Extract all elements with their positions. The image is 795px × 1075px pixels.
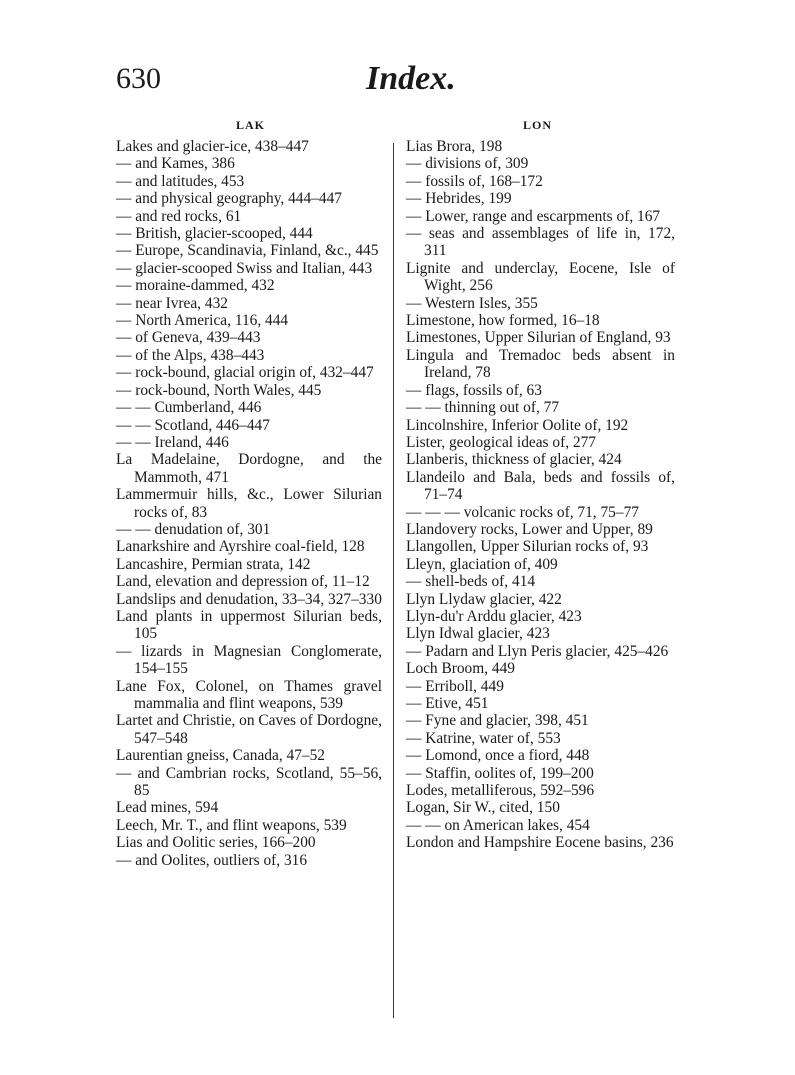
index-entry: Lincolnshire, Inferior Oolite of, 192 <box>406 416 629 434</box>
index-entry: Llyn Llydaw glacier, 422 <box>406 590 562 608</box>
index-entry: — — Ireland, 446 <box>116 433 229 451</box>
index-entry: — and physical geography, 444–447 <box>116 190 342 208</box>
index-entry: Logan, Sir W., cited, 150 <box>406 799 560 817</box>
index-entry: Llyn Idwal glacier, 423 <box>406 625 550 643</box>
left-index-column <box>116 138 382 869</box>
index-entry: Lancashire, Permian strata, 142 <box>116 555 311 573</box>
index-entry: — Etive, 451 <box>406 695 489 712</box>
index-entry: — Lower, range and escarpments of, 167 <box>406 207 661 225</box>
index-entry: Landslips and denudation, 33–34, 327–330 <box>116 590 382 608</box>
index-entry: — divisions of, 309 <box>406 155 529 173</box>
index-entry: — Fyne and glacier, 398, 451 <box>406 712 589 730</box>
index-entry: — British, glacier-scooped, 444 <box>116 225 313 243</box>
index-entry: Lammermuir hills, &c., Lower Silurian rocks of, 83 <box>116 486 382 521</box>
index-entry: London and Hampshire Eocene basins, 236 <box>406 834 674 852</box>
page-number: 630 <box>116 62 161 95</box>
index-entry: — moraine-dammed, 432 <box>116 277 275 295</box>
page-title: Index. <box>366 60 456 97</box>
index-entry: Lartet and Christie, on Caves of Dordogne, 547–548 <box>116 712 382 747</box>
index-entry: — rock-bound, glacial origin of, 432–447 <box>116 364 374 382</box>
index-entry: — Europe, Scandinavia, Finland, &c., 445 <box>116 242 379 260</box>
index-entry: — Lomond, once a fiord, 448 <box>406 747 590 765</box>
index-entry: Lane Fox, Colonel, on Thames gravel mammalia and flint weapons, 539 <box>116 677 382 712</box>
index-entry: — and Cambrian rocks, Scotland, 55–56, 85 <box>116 764 382 800</box>
index-entry: Lingula and Tremadoc beds absent in Ireland, 78 <box>406 346 675 382</box>
index-entry: Limestones, Upper Silurian of England, 93 <box>406 329 671 347</box>
index-entry: Land, elevation and depression of, 11–12 <box>116 573 370 591</box>
index-entry: — and Kames, 386 <box>116 155 235 173</box>
index-entry: Lias and Oolitic series, 166–200 <box>116 834 316 852</box>
index-entry: — of the Alps, 438–443 <box>116 346 265 364</box>
index-entry: — Katrine, water of, 553 <box>406 729 561 747</box>
index-entry: Llandeilo and Bala, beds and fossils of, 71–74 <box>406 468 675 504</box>
index-entry: — Erriboll, 449 <box>406 677 504 695</box>
index-entry: — rock-bound, North Wales, 445 <box>116 381 322 399</box>
index-entry: Loch Broom, 449 <box>406 660 516 678</box>
index-entry: Leech, Mr. T., and flint weapons, 539 <box>116 816 347 834</box>
index-entry: — — thinning out of, 77 <box>406 399 560 417</box>
index-entry: Lead mines, 594 <box>116 799 219 817</box>
index-entry: — and latitudes, 453 <box>116 172 245 190</box>
index-entry: — — Scotland, 446–447 <box>116 416 270 434</box>
index-entry: Llyn-du'r Arddu glacier, 423 <box>406 607 582 625</box>
index-entry: — near Ivrea, 432 <box>116 294 228 312</box>
index-entry: Lakes and glacier-ice, 438–447 <box>116 138 309 155</box>
index-entry: Lias Brora, 198 <box>406 138 503 155</box>
index-entry: La Madelaine, Dordogne, and the Mammoth, 471 <box>116 451 382 486</box>
right-column-heading: LON <box>523 118 553 132</box>
index-entry: — glacier-scooped Swiss and Italian, 443 <box>116 259 373 277</box>
left-column-heading: LAK <box>236 118 266 132</box>
index-entry: Llanberis, thickness of glacier, 424 <box>406 451 622 469</box>
index-entry: Llandovery rocks, Lower and Upper, 89 <box>406 520 653 538</box>
column-divider <box>393 143 394 1018</box>
index-entry: Lodes, metalliferous, 592–596 <box>406 782 595 800</box>
index-entry: — seas and assemblages of life in, 172, 311 <box>406 225 675 260</box>
index-entry: — shell-beds of, 414 <box>406 573 536 591</box>
index-entry: Limestone, how formed, 16–18 <box>406 312 600 330</box>
index-entry: Lignite and underclay, Eocene, Isle of Wight, 256 <box>406 259 675 295</box>
index-entry: Laurentian gneiss, Canada, 47–52 <box>116 747 325 765</box>
index-entry: — — Cumberland, 446 <box>116 399 262 417</box>
index-entry: — flags, fossils of, 63 <box>406 381 542 399</box>
index-entry: — Padarn and Llyn Peris glacier, 425–426 <box>406 642 669 660</box>
index-entry: Lleyn, glaciation of, 409 <box>406 555 558 573</box>
index-entry: — — — volcanic rocks of, 71, 75–77 <box>406 503 639 521</box>
index-entry: Land plants in uppermost Silurian beds, 105 <box>116 607 382 643</box>
index-entry: — Staffin, oolites of, 199–200 <box>406 764 594 782</box>
index-entry: Lister, geological ideas of, 277 <box>406 433 597 451</box>
index-entry: — of Geneva, 439–443 <box>116 329 261 347</box>
index-entry: Lanarkshire and Ayrshire coal-field, 128 <box>116 538 365 556</box>
index-entry: — — denudation of, 301 <box>116 520 271 538</box>
index-entry: Llangollen, Upper Silurian rocks of, 93 <box>406 538 649 556</box>
index-entry: — Hebrides, 199 <box>406 190 512 208</box>
index-entry: — fossils of, 168–172 <box>406 172 543 190</box>
index-entry: — lizards in Magnesian Conglomerate, 154–155 <box>116 642 382 678</box>
index-entry: — and red rocks, 61 <box>116 207 242 225</box>
right-index-column <box>406 138 675 852</box>
index-entry: — and Oolites, outliers of, 316 <box>116 851 308 869</box>
index-entry: — Western Isles, 355 <box>406 294 538 312</box>
index-entry: — — on American lakes, 454 <box>406 816 590 834</box>
index-entry: — North America, 116, 444 <box>116 312 289 330</box>
